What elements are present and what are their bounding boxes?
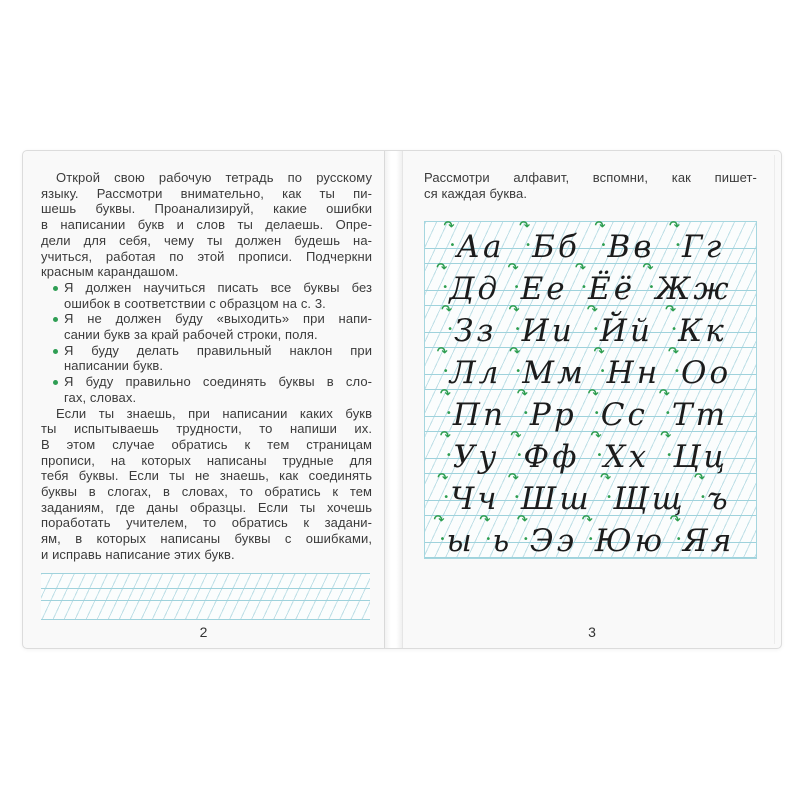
stroke-start-dot-icon: • xyxy=(442,366,449,378)
stroke-arrow-icon: ↷ xyxy=(581,513,593,529)
stroke-arrow-icon: ↷ xyxy=(443,219,455,235)
stroke-start-dot-icon: • xyxy=(648,282,655,294)
stroke-start-dot-icon: • xyxy=(513,282,520,294)
stroke-arrow-icon: ↷ xyxy=(479,513,491,529)
letter-pair xyxy=(658,387,729,434)
letter-pair xyxy=(665,303,727,350)
letter-pair xyxy=(581,513,666,560)
stroke-arrow-icon: ↷ xyxy=(436,261,448,277)
bullet-icon xyxy=(53,380,58,385)
letter-text: ы xyxy=(446,523,475,560)
stroke-start-dot-icon: • xyxy=(674,366,680,378)
text-line: Я буду правильно соединять буквы в сло- xyxy=(64,374,373,390)
letter-text: Яя xyxy=(682,523,735,560)
letter-pair xyxy=(443,219,505,266)
stroke-start-dot-icon: • xyxy=(699,492,706,504)
letter-pair xyxy=(669,219,725,266)
letter-pair xyxy=(669,513,735,560)
goal-item xyxy=(41,374,372,405)
letter-text: ь xyxy=(492,523,513,560)
text-line: буквы в слогах, в словах, то обратись к тем xyxy=(41,484,373,500)
text-line: Открой свою рабочую тетрадь по русскому xyxy=(56,170,373,185)
text-line: ся каждая буква. xyxy=(424,185,528,201)
letter-text: Тт xyxy=(671,397,729,434)
letter-pair xyxy=(586,303,654,350)
stroke-start-dot-icon: • xyxy=(592,324,599,336)
page-number-left: 2 xyxy=(199,624,208,640)
intro-paragraph xyxy=(41,170,372,280)
closing-paragraph xyxy=(41,406,372,563)
text-line: ты испытываешь трудности, то напиши их. xyxy=(41,421,373,437)
alphabet-row xyxy=(425,513,756,560)
stroke-arrow-icon: ↷ xyxy=(441,303,452,319)
text-line: написании букв. xyxy=(64,358,164,374)
text-line: ям, в которых написаны буквы с ошибками, xyxy=(41,531,373,547)
stroke-arrow-icon: ↷ xyxy=(658,387,670,403)
letter-pair xyxy=(519,219,581,266)
stroke-arrow-icon: ↷ xyxy=(433,513,445,529)
stroke-start-dot-icon: • xyxy=(666,450,673,462)
stroke-start-dot-icon: • xyxy=(596,450,603,462)
stroke-start-dot-icon: • xyxy=(581,282,587,294)
letter-text: Фф xyxy=(523,439,580,476)
stroke-arrow-icon: ↷ xyxy=(437,471,449,487)
letter-pair xyxy=(516,513,578,560)
letter-pair xyxy=(660,429,729,476)
workbook-spread xyxy=(22,150,782,649)
letter-pair xyxy=(593,345,661,392)
letter-pair xyxy=(510,429,580,476)
text-line: В этом случае обратись к тем страницам xyxy=(41,436,373,452)
letter-text: Зз xyxy=(454,313,497,350)
stroke-start-dot-icon: • xyxy=(671,324,678,336)
text-line: Я не должен буду «выходить» при напи- xyxy=(64,311,373,327)
stroke-start-dot-icon: • xyxy=(599,366,606,378)
letter-text: Щщ xyxy=(613,481,686,518)
stroke-start-dot-icon: • xyxy=(606,492,613,504)
alphabet-row xyxy=(425,261,756,308)
letter-text: Жж xyxy=(655,271,732,308)
letter-pair xyxy=(509,345,586,392)
letter-text: Гг xyxy=(682,229,725,266)
text-line: Рассмотри алфавит, вспомни, как пишет- xyxy=(424,170,757,185)
text-line: Если ты знаешь, при написании каких букв xyxy=(56,405,373,421)
alphabet-grid xyxy=(424,221,757,559)
letter-pair xyxy=(479,513,513,560)
letter-text: Йй xyxy=(599,313,654,350)
letter-pair xyxy=(693,471,731,518)
stroke-arrow-icon: ↷ xyxy=(516,387,528,403)
stroke-start-dot-icon: • xyxy=(516,450,523,462)
stroke-arrow-icon: ↷ xyxy=(507,261,519,277)
stroke-arrow-icon: ↷ xyxy=(665,303,677,319)
bullet-icon xyxy=(53,317,58,322)
letter-text: Вв xyxy=(607,229,655,266)
letter-text: Нн xyxy=(606,355,661,392)
alphabet-row xyxy=(425,219,756,266)
left-page xyxy=(23,151,385,648)
instruction-text xyxy=(41,170,372,563)
letter-pair xyxy=(600,471,686,518)
stroke-arrow-icon: ↷ xyxy=(575,261,586,277)
letter-pair xyxy=(590,429,650,476)
letter-text: Ээ xyxy=(529,523,578,560)
letter-pair xyxy=(507,261,568,308)
stroke-start-dot-icon: • xyxy=(442,282,449,294)
letter-pair xyxy=(441,303,497,350)
stroke-start-dot-icon: • xyxy=(587,534,594,546)
stroke-arrow-icon: ↷ xyxy=(439,429,451,445)
stroke-arrow-icon: ↷ xyxy=(594,219,606,235)
text-line: гах, словах. xyxy=(64,389,137,405)
stroke-arrow-icon: ↷ xyxy=(693,471,705,487)
right-page xyxy=(403,151,781,648)
text-line: ошибок в соответствии с образцом на с. 3. xyxy=(64,295,326,311)
text-line: заданиям, где даны образцы. Если ты хочешь xyxy=(41,499,373,515)
text-line: сании букв за край рабочей строки, поля. xyxy=(64,327,318,343)
stroke-arrow-icon: ↷ xyxy=(669,513,681,529)
stroke-start-dot-icon: • xyxy=(664,408,671,420)
stroke-arrow-icon: ↷ xyxy=(593,345,605,361)
stroke-start-dot-icon: • xyxy=(445,408,452,420)
stroke-start-dot-icon: • xyxy=(522,534,529,546)
stroke-arrow-icon: ↷ xyxy=(519,219,531,235)
stroke-start-dot-icon: • xyxy=(439,534,446,546)
stroke-arrow-icon: ↷ xyxy=(439,387,451,403)
goal-item xyxy=(41,311,372,342)
text-line: тебя буквы. Если ты не знаешь, как соединять xyxy=(41,468,373,484)
letter-text: Ее xyxy=(520,271,568,308)
text-line: красным карандашом. xyxy=(41,264,179,280)
stroke-arrow-icon: ↷ xyxy=(642,261,654,277)
stroke-start-dot-icon: • xyxy=(445,450,452,462)
letter-text: Чч xyxy=(450,481,500,518)
letter-text: Оо xyxy=(681,355,732,392)
stroke-start-dot-icon: • xyxy=(675,534,682,546)
stroke-arrow-icon: ↷ xyxy=(586,303,598,319)
text-line: в написании букв и слов ты делаешь. Опре- xyxy=(41,217,373,233)
goal-text xyxy=(64,280,372,311)
alphabet-row xyxy=(425,345,756,392)
letter-pair xyxy=(642,261,732,308)
stroke-arrow-icon: ↷ xyxy=(590,429,602,445)
goal-text xyxy=(64,311,372,342)
letter-text: Цц xyxy=(673,439,729,476)
text-line: прописи, на которых написаны трудные для xyxy=(41,452,373,468)
text-line: учиться, работая по этой прописи. Подчеркни xyxy=(41,248,373,264)
letter-text: Хх xyxy=(603,439,650,476)
letter-text: Кк xyxy=(678,313,727,350)
stroke-arrow-icon: ↷ xyxy=(660,429,672,445)
text-line: дели для себя, чему ты должен будешь на- xyxy=(41,232,373,248)
stroke-arrow-icon: ↷ xyxy=(516,513,528,529)
letter-pair xyxy=(436,345,502,392)
text-line: шешь буквы. Проанализируй, какие ошибки xyxy=(41,201,373,217)
alphabet-row xyxy=(425,471,756,518)
task-text xyxy=(424,170,757,201)
letter-text: Лл xyxy=(449,355,502,392)
bullet-icon xyxy=(53,286,58,291)
goal-text xyxy=(64,374,372,405)
letter-pair xyxy=(575,261,636,308)
letter-text: Мм xyxy=(522,355,586,392)
letter-text: ъ xyxy=(706,481,731,518)
letter-pair xyxy=(433,513,475,560)
stroke-start-dot-icon: • xyxy=(447,324,453,336)
alphabet-row xyxy=(425,429,756,476)
stroke-start-dot-icon: • xyxy=(443,492,450,504)
stroke-start-dot-icon: • xyxy=(522,408,529,420)
stroke-arrow-icon: ↷ xyxy=(507,471,519,487)
stroke-start-dot-icon: • xyxy=(675,240,681,252)
letter-text: Дд xyxy=(449,271,501,308)
stroke-start-dot-icon: • xyxy=(525,240,532,252)
stroke-arrow-icon: ↷ xyxy=(510,429,522,445)
letter-pair xyxy=(439,387,507,434)
page-number-right: 3 xyxy=(588,624,596,640)
goal-item xyxy=(41,280,372,311)
stroke-start-dot-icon: • xyxy=(513,492,520,504)
stroke-arrow-icon: ↷ xyxy=(669,219,680,235)
letter-text: Пп xyxy=(452,397,507,434)
stroke-start-dot-icon: • xyxy=(515,366,522,378)
letter-text: Уу xyxy=(452,439,500,476)
handwriting-practice-grid xyxy=(41,573,370,620)
alphabet-row xyxy=(425,387,756,434)
text-line: Я должен научиться писать все буквы без xyxy=(64,279,373,295)
text-line: Я буду делать правильный наклон при xyxy=(64,342,373,358)
stroke-start-dot-icon: • xyxy=(600,240,607,252)
goal-text xyxy=(64,343,372,374)
letter-text: Сс xyxy=(600,397,648,434)
stroke-arrow-icon: ↷ xyxy=(508,303,520,319)
stroke-arrow-icon: ↷ xyxy=(668,345,679,361)
letter-text: Аа xyxy=(456,229,505,266)
letter-pair xyxy=(594,219,655,266)
book-gutter xyxy=(385,151,403,648)
stroke-arrow-icon: ↷ xyxy=(509,345,521,361)
text-line: и исправь написание этих букв. xyxy=(41,546,235,562)
letter-text: Шш xyxy=(520,481,592,518)
alphabet-row xyxy=(425,303,756,350)
goals-list xyxy=(41,280,372,406)
letter-pair xyxy=(516,387,577,434)
letter-pair xyxy=(587,387,648,434)
letter-pair xyxy=(437,471,500,518)
stroke-start-dot-icon: • xyxy=(485,534,492,546)
letter-pair xyxy=(508,303,575,350)
stroke-start-dot-icon: • xyxy=(593,408,600,420)
letter-text: Юю xyxy=(594,523,666,560)
stroke-arrow-icon: ↷ xyxy=(600,471,612,487)
goal-item xyxy=(41,343,372,374)
stroke-start-dot-icon: • xyxy=(449,240,456,252)
letter-text: Рр xyxy=(529,397,577,434)
letter-pair xyxy=(436,261,501,308)
text-line: языку. Рассмотри внимательно, как ты пи- xyxy=(41,185,373,201)
letter-text: Бб xyxy=(532,229,581,266)
letter-pair xyxy=(439,429,500,476)
letter-text: Ии xyxy=(521,313,575,350)
stroke-arrow-icon: ↷ xyxy=(587,387,599,403)
letter-pair xyxy=(507,471,592,518)
stroke-start-dot-icon: • xyxy=(514,324,521,336)
text-line: поработать учителем, то обратись к задани- xyxy=(41,515,373,531)
bullet-icon xyxy=(53,349,58,354)
letter-text: Ёё xyxy=(588,271,636,308)
letter-pair xyxy=(668,345,732,392)
stroke-arrow-icon: ↷ xyxy=(436,345,448,361)
